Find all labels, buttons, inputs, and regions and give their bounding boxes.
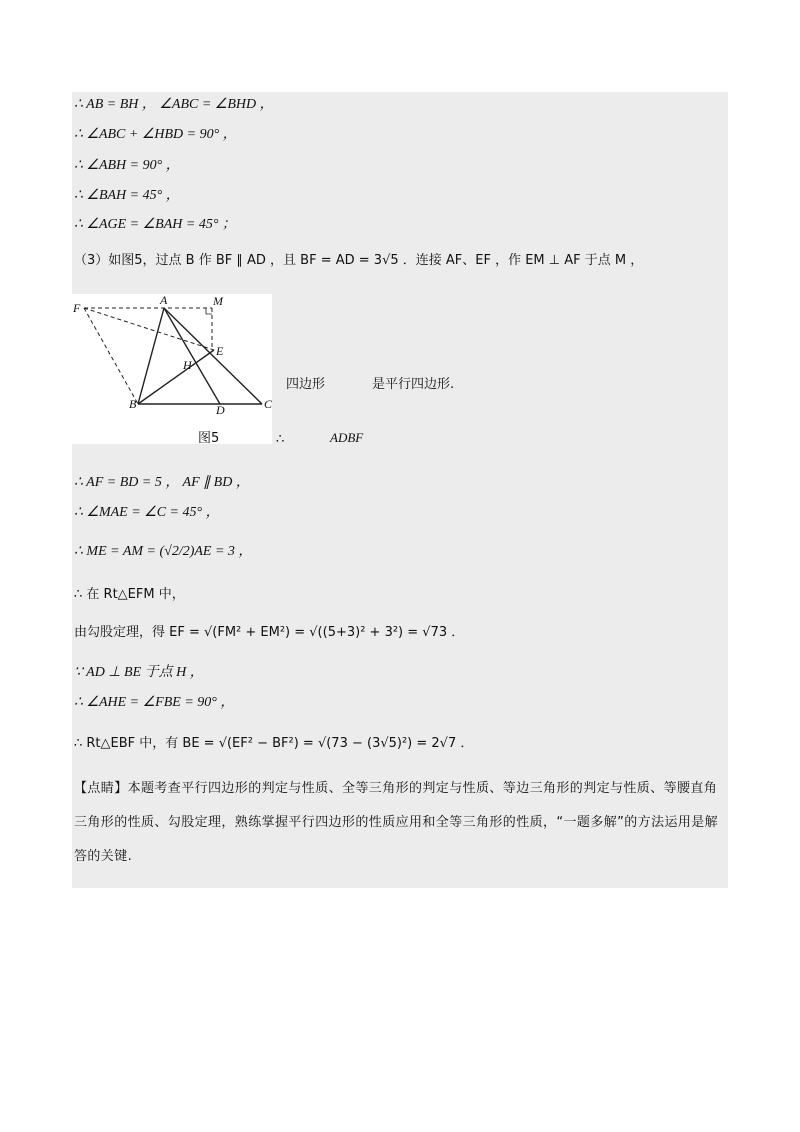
step-mae: ∴ ∠MAE = ∠C = 45° ，	[74, 505, 220, 520]
quad-name-adbf: ADBF	[330, 430, 364, 445]
step-age: ∴ ∠AGE = ∠BAH = 45° ；	[74, 217, 236, 232]
step-abh: ∴ ∠ABH = 90° ，	[74, 158, 180, 173]
figure-svg	[72, 294, 272, 444]
line-fe	[84, 308, 214, 350]
label-a: A	[160, 294, 168, 307]
step-ahe-fbe: ∴ ∠AHE = ∠FBE = 90° ，	[74, 695, 235, 710]
figure-caption: 图5	[198, 431, 220, 446]
step-angle-sum: ∴ ∠ABC + ∠HBD = 90° ，	[74, 127, 237, 142]
line-be	[138, 350, 214, 404]
step-pythagoras-ef: 由勾股定理，得 EF = √(FM² + EM²) = √((5+3)² + 3²) = √73 ．	[74, 625, 465, 640]
right-angle-mark	[206, 308, 212, 314]
label-b: B	[129, 397, 137, 411]
quadrilateral-label: 四边形	[286, 377, 326, 392]
step-bah: ∴ ∠BAH = 45° ，	[74, 188, 180, 203]
step-me-am: ∴ ME = AM = (√2/2)AE = 3 ，	[74, 544, 253, 559]
line-fb	[84, 308, 138, 404]
geometry-figure	[72, 294, 272, 444]
line-ab	[138, 308, 164, 404]
step-ad-perp-be: ∵ AD ⊥ BE 于点 H ，	[74, 665, 204, 680]
step-rt-efm: ∴ 在 Rt△EFM 中，	[74, 587, 185, 602]
label-e: E	[216, 344, 224, 358]
step-rt-ebf: ∴ Rt△EBF 中，有 BE = √(EF² − BF²) = √(73 − (3√5)²) = 2√7 ．	[74, 736, 474, 751]
label-f: F	[73, 301, 81, 315]
label-m: M	[213, 294, 223, 308]
label-d: D	[216, 403, 225, 417]
comment-paragraph: 【点睛】本题考查平行四边形的判定与性质、全等三角形的判定与性质、等边三角形的判定与性质、等腰直角三角形的性质、勾股定理，熟练掌握平行四边形的性质应用和全等三角形的性质，“一题多解”的方法运用是解答的关键.	[74, 781, 719, 864]
label-c: C	[264, 397, 272, 411]
step-af-bd: ∴ AF = BD = 5 ， AF ∥ BD ，	[74, 475, 250, 490]
step-ab-bh: ∴ AB = BH ， ∠ABC = ∠BHD ，	[74, 97, 274, 112]
is-parallelogram-text: 是平行四边形.	[372, 377, 455, 392]
line-ac	[164, 308, 262, 404]
therefore-symbol: ∴	[276, 432, 285, 447]
label-h: H	[183, 358, 192, 372]
part-3-statement: （3）如图5，过点 B 作 BF ∥ AD ，且 BF = AD = 3√5 ．连接 AF、EF ，作 EM ⊥ AF 于点 M ，	[74, 253, 644, 268]
